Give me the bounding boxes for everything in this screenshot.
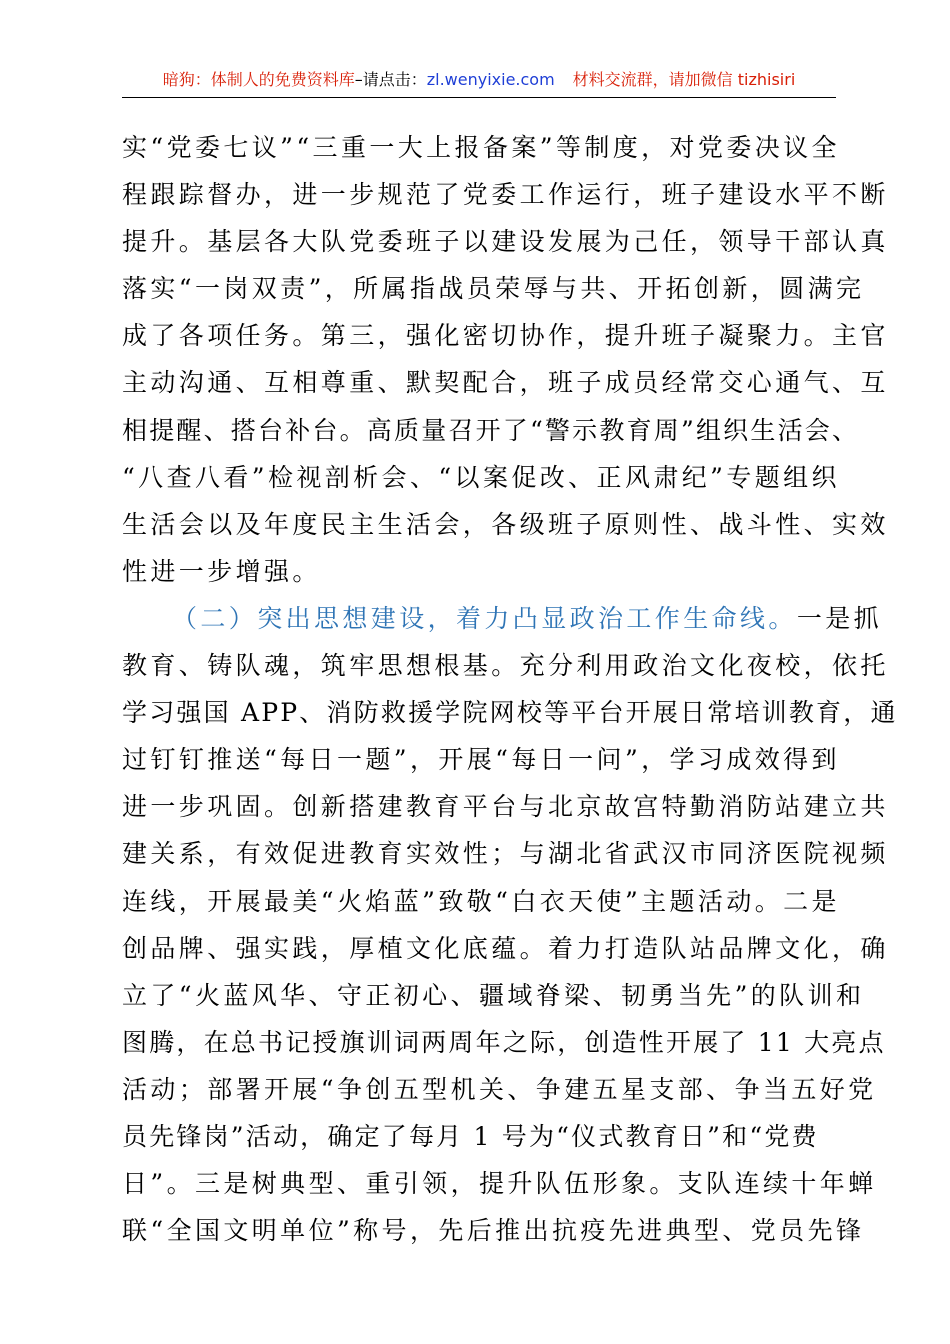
document-body bbox=[122, 124, 898, 1254]
header-site-name: 暗狗：体制人的免费资料库 bbox=[162, 70, 355, 89]
text-line: 主动沟通、互相尊重、默契配合，班子成员经常交心通气、互 bbox=[122, 368, 889, 398]
text-line: 性进一步增强。 bbox=[122, 556, 321, 586]
page-header bbox=[122, 64, 836, 96]
text-line: 成了各项任务。第三，强化密切协作，提升班子凝聚力。主官 bbox=[122, 321, 889, 351]
text-line: 学习强国 APP、消防救援学院网校等平台开展日常培训教育，通 bbox=[122, 698, 898, 728]
section-heading-line bbox=[122, 595, 883, 642]
text-line: 员先锋岗”活动，确定了每月 1 号为“仪式教育日”和“党费 bbox=[122, 1121, 819, 1151]
text-line: 过钉钉推送“每日一题”，开展“每日一问”，学习成效得到 bbox=[122, 745, 840, 775]
text-line: 生活会以及年度民主生活会，各级班子原则性、战斗性、实效 bbox=[122, 509, 889, 539]
text-line: “八查八看”检视剖析会、“以案促改、正风肃纪”专题组织 bbox=[122, 462, 840, 492]
text-line: 活动；部署开展“争创五型机关、争建五星支部、争当五好党 bbox=[122, 1074, 877, 1104]
header-url-link[interactable]: zl.wenyixie.com bbox=[426, 70, 555, 89]
text-line: 程跟踪督办，进一步规范了党委工作运行，班子建设水平不断 bbox=[122, 180, 889, 210]
text-line: 进一步巩固。创新搭建教育平台与北京故宫特勤消防站建立共 bbox=[122, 792, 889, 822]
header-divider bbox=[122, 97, 836, 98]
text-line: 落实“一岗双责”，所属指战员荣辱与共、开拓创新，圆满完 bbox=[122, 274, 865, 304]
header-click-prefix: –请点击： bbox=[354, 70, 427, 89]
text-line: 相提醒、搭台补台。高质量召开了“警示教育周”组织生活会、 bbox=[122, 415, 860, 445]
section-heading-tail: 一是抓 bbox=[796, 603, 883, 633]
text-line: 连线，开展最美“火焰蓝”致敬“白衣天使”主题活动。二是 bbox=[122, 886, 840, 916]
text-line: 提升。基层各大队党委班子以建设发展为己任，领导干部认真 bbox=[122, 227, 889, 257]
text-line: 创品牌、强实践，厚植文化底蕴。着力打造队站品牌文化，确 bbox=[122, 933, 889, 963]
text-line: 立了“火蓝风华、守正初心、疆域脊梁、韧勇当先”的队训和 bbox=[122, 980, 865, 1010]
text-line: 联“全国文明单位”称号，先后推出抗疫先进典型、党员先锋 bbox=[122, 1216, 865, 1246]
section-heading: （二）突出思想建设，着力凸显政治工作生命线。 bbox=[172, 603, 797, 633]
text-line: 日”。三是树典型、重引领，提升队伍形象。支队连续十年蝉 bbox=[122, 1169, 877, 1199]
header-group-text: 材料交流群，请加微信 tizhisiri bbox=[572, 70, 796, 89]
text-line: 建关系，有效促进教育实效性；与湖北省武汉市同济医院视频 bbox=[122, 839, 889, 869]
text-line: 实“党委七议”“三重一大上报备案”等制度，对党委决议全 bbox=[122, 133, 840, 162]
text-line: 教育、铸队魂，筑牢思想根基。充分利用政治文化夜校，依托 bbox=[122, 651, 889, 681]
text-line: 图腾，在总书记授旗训词两周年之际，创造性开展了 11 大亮点 bbox=[122, 1027, 886, 1057]
